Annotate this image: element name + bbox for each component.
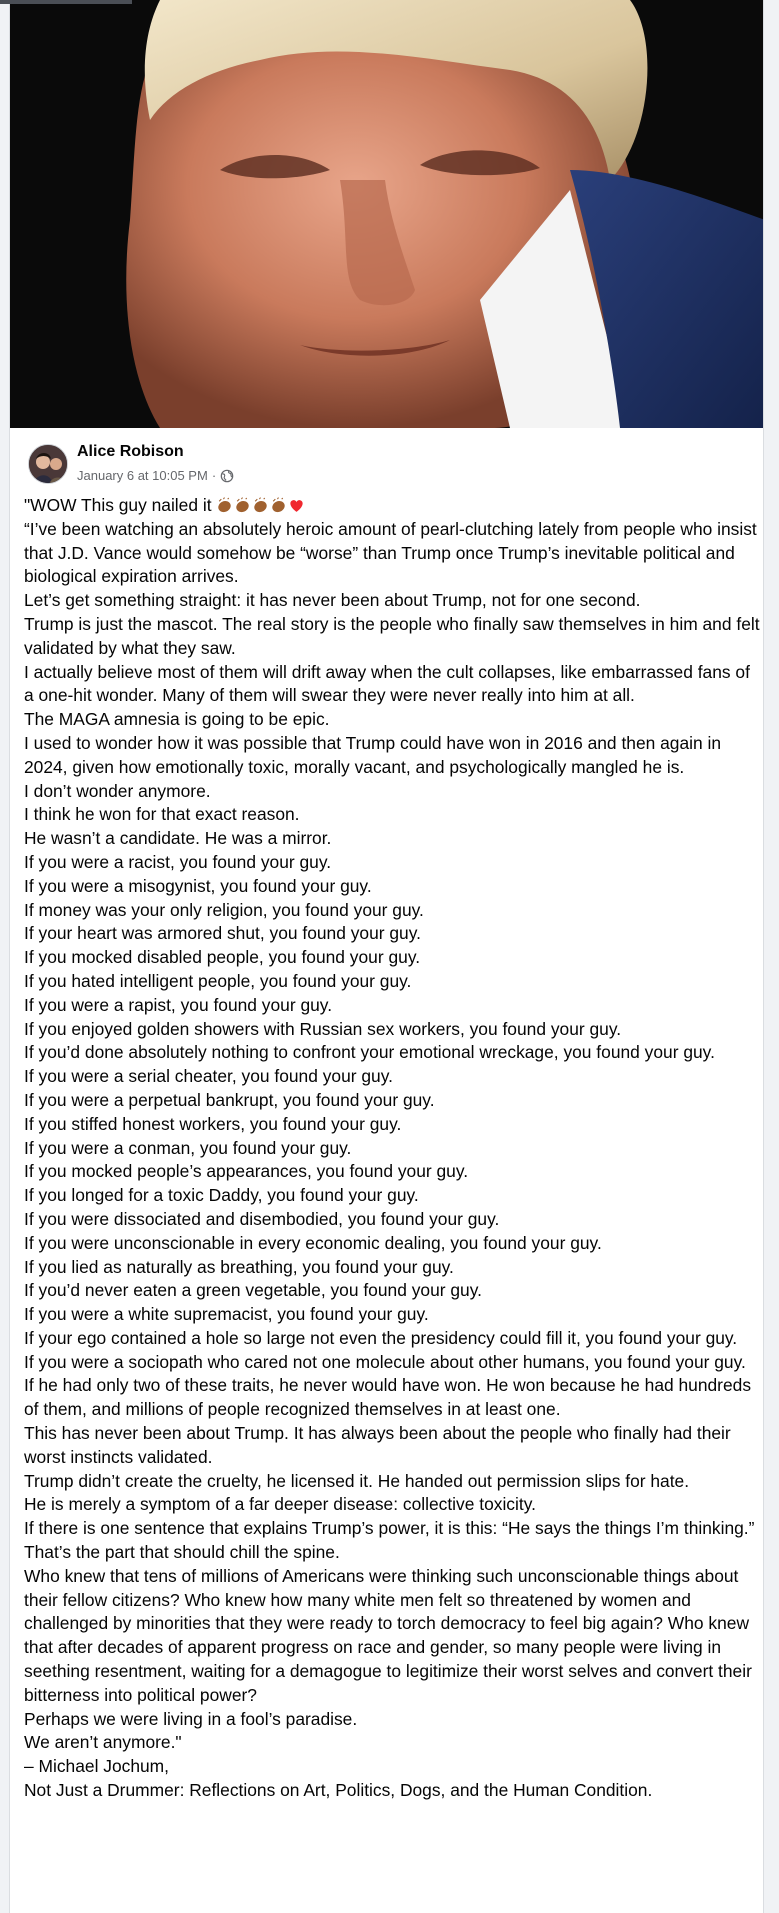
top-strip (0, 0, 132, 4)
post-meta (77, 468, 234, 483)
red-heart-icon (288, 497, 305, 514)
post-lines (24, 518, 762, 1803)
post-text-line: Trump is just the mascot. The real story is the people who finally saw themselves in him and felt validated by what they saw. (24, 613, 760, 658)
clapping-hands-icon (252, 497, 269, 514)
post-card (9, 0, 764, 1913)
post-body (24, 494, 762, 1803)
globe-icon[interactable] (220, 469, 234, 483)
post-text-line: If you were a sociopath who cared not one molecule about other humans, you found your guy. (24, 1351, 746, 1372)
post-text-line: This has never been about Trump. It has always been about the people who finally had their worst instincts validated. (24, 1423, 731, 1467)
post-text-line: If he had only two of these traits, he never would have won. He won because he had hundreds of them, and millions of people recognized themselves in at least one. (24, 1375, 752, 1420)
post-text-line: I used to wonder how it was possible that Trump could have won in 2016 and then again in 2024, given how emotionally toxic, morally vacant, and psychologically mangled he is. (24, 732, 722, 777)
post-text-line: If you mocked people’s appearances, you found your guy. (24, 1161, 469, 1182)
avatar-image (29, 445, 68, 484)
post-text-line: If you were a rapist, you found your guy. (24, 994, 333, 1015)
post-text-line: Perhaps we were living in a fool’s paradise. (24, 1708, 358, 1729)
post-text-line: – Michael Jochum, (24, 1756, 169, 1777)
portrait-illustration (10, 0, 764, 428)
post-text-line: If you stiffed honest workers, you found your guy. (24, 1113, 402, 1134)
post-text-line: If you were a white supremacist, you found your guy. (24, 1304, 429, 1325)
page-background-left (0, 0, 9, 1913)
post-text-line: We aren’t anymore." (24, 1732, 182, 1753)
page-background-right (764, 0, 779, 1913)
post-text-line: If you’d done absolutely nothing to confront your emotional wreckage, you found your guy. (24, 1042, 715, 1063)
author-name[interactable]: Alice Robison (77, 443, 184, 460)
post-text-line: If you’d never eaten a green vegetable, you found your guy. (24, 1280, 482, 1301)
post-text-line: If you were a serial cheater, you found your guy. (24, 1066, 393, 1087)
post-text-line: If you hated intelligent people, you found your guy. (24, 970, 412, 991)
post-photo[interactable] (10, 0, 764, 428)
post-text-line: That’s the part that should chill the spine. (24, 1542, 340, 1563)
post-text-line: He is merely a symptom of a far deeper disease: collective toxicity. (24, 1494, 536, 1515)
post-text-line: If you were a misogynist, you found your guy. (24, 875, 372, 896)
post-text-line: If you mocked disabled people, you found your guy. (24, 947, 421, 968)
post-text-line: I actually believe most of them will drift away when the cult collapses, like embarrassed fans of a one-hit wonder. Many of them will swear they were never really into him at all. (24, 661, 750, 706)
post-text-line: “I’ve been watching an absolutely heroic amount of pearl-clutching lately from people who insist that J.D. Vance would somehow be “worse” than Trump once Trump’s inevitable political and biological expiration arrives. (24, 518, 757, 587)
clapping-hands-icon (270, 497, 287, 514)
post-timestamp[interactable]: January 6 at 10:05 PM (77, 468, 208, 483)
post-text-line: If you were a conman, you found your guy. (24, 1137, 352, 1158)
post-text-line: If there is one sentence that explains Trump’s power, it is this: “He says the things I’m thinking.” (24, 1518, 755, 1539)
avatar[interactable] (28, 444, 68, 484)
post-text-line: I think he won for that exact reason. (24, 804, 300, 825)
meta-separator: · (211, 468, 217, 483)
clapping-hands-icon (216, 497, 233, 514)
post-text-line: If you were dissociated and disembodied, you found your guy. (24, 1208, 500, 1229)
post-text-line: Trump didn’t create the cruelty, he licensed it. He handed out permission slips for hate. (24, 1470, 690, 1491)
post-text-line: I don’t wonder anymore. (24, 780, 211, 801)
post-intro-line (24, 494, 762, 518)
post-text-line: If you were a racist, you found your guy. (24, 851, 332, 872)
post-text-line: If you were unconscionable in every economic dealing, you found your guy. (24, 1232, 602, 1253)
post-text-line: Not Just a Drummer: Reflections on Art, Politics, Dogs, and the Human Condition. (24, 1780, 653, 1801)
post-text-line: If you enjoyed golden showers with Russian sex workers, you found your guy. (24, 1018, 622, 1039)
post-header (10, 428, 764, 492)
post-text-line: If your heart was armored shut, you found your guy. (24, 923, 421, 944)
post-text-line: He wasn’t a candidate. He was a mirror. (24, 828, 332, 849)
post-text-line: If you lied as naturally as breathing, you found your guy. (24, 1256, 454, 1277)
post-text-line: If you longed for a toxic Daddy, you found your guy. (24, 1185, 419, 1206)
post-text-line: If money was your only religion, you found your guy. (24, 899, 424, 920)
post-intro-text: "WOW This guy nailed it (24, 495, 212, 515)
post-text-line: The MAGA amnesia is going to be epic. (24, 709, 330, 730)
post-text-line: Let’s get something straight: it has never been about Trump, not for one second. (24, 590, 641, 611)
post-text-line: If you were a perpetual bankrupt, you found your guy. (24, 1089, 435, 1110)
clapping-hands-icon (234, 497, 251, 514)
post-text-line: Who knew that tens of millions of Americans were thinking such unconscionable things about their fellow citizens? Who knew how many white men felt so threatened by women and challenged by minorities that they were ready to torch democracy to feel big again? Who knew that after decades of apparent progress on race and gender, so many people were living in seething resentment, waiting for a demagogue to legitimize their worst selves and convert their bitterness into political power? (24, 1565, 752, 1705)
post-text-line: If your ego contained a hole so large not even the presidency could fill it, you found your guy. (24, 1327, 738, 1348)
